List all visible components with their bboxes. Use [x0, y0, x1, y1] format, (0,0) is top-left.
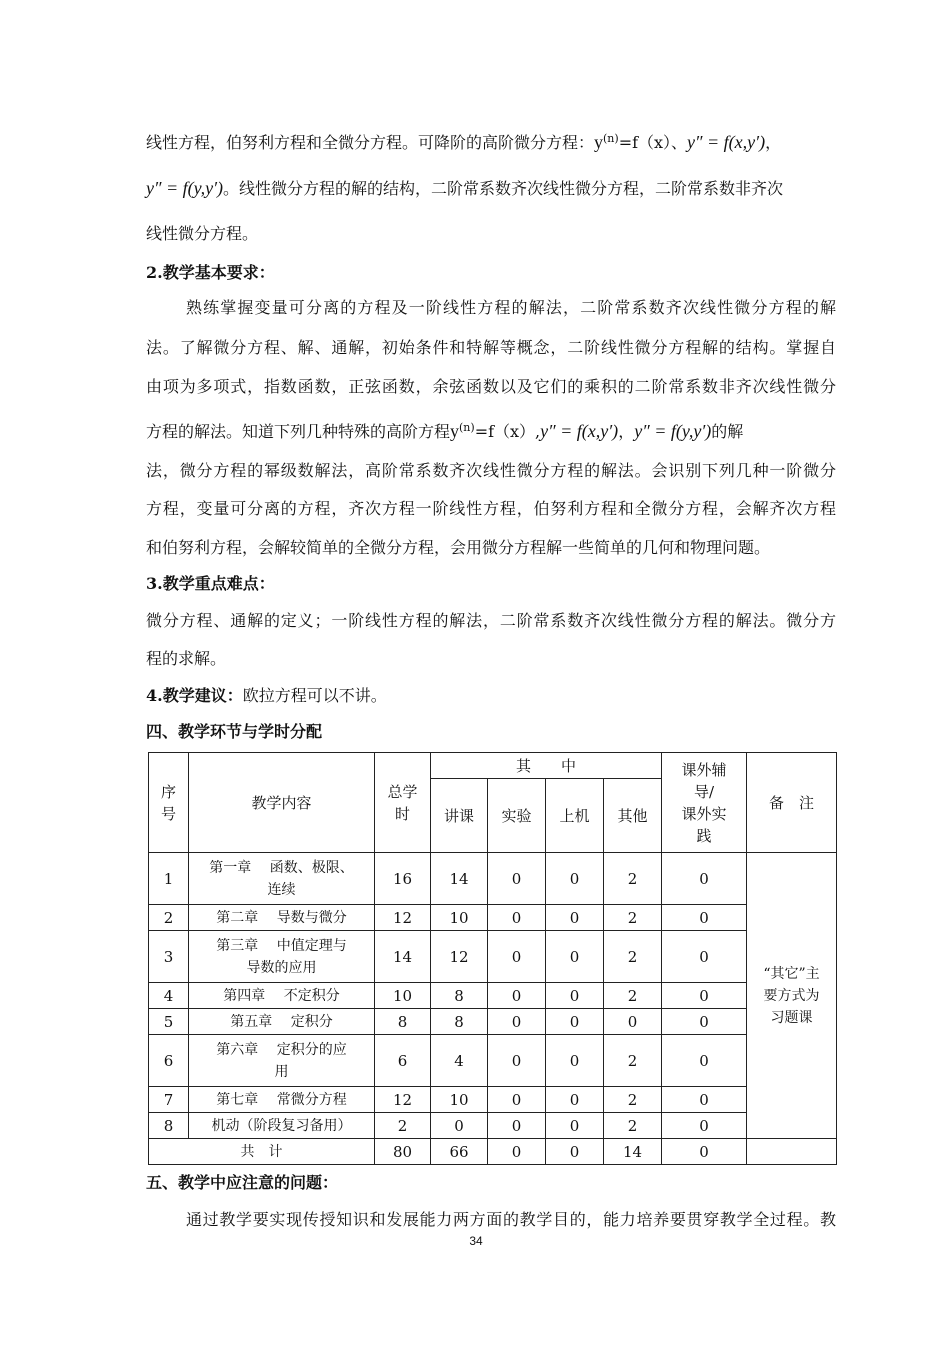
text-span: ，: [618, 422, 635, 441]
cell-content: 第五章 定积分: [189, 1009, 375, 1035]
section3-line2: 程的求解。: [146, 649, 227, 668]
cell-seq: 5: [149, 1009, 189, 1035]
cell-computer: 0: [546, 1087, 604, 1113]
cell-lab: 0: [488, 1113, 546, 1139]
cell-total-label: 共 计: [149, 1139, 375, 1165]
text-span: 方程的解法。知道下列几种特殊的高阶方程: [146, 422, 451, 441]
header-computer: 上机: [546, 779, 604, 853]
cell-seq: 2: [149, 905, 189, 931]
cell-total: 6: [375, 1035, 431, 1087]
header-total: 总学 时: [375, 753, 431, 853]
cell-lecture: 8: [431, 983, 488, 1009]
equation: y″ = f(x,y′): [687, 132, 766, 152]
table-total-row: [149, 1139, 837, 1165]
cell-seq: 7: [149, 1087, 189, 1113]
para1-line2: [146, 177, 836, 200]
cell-content: 机动（阶段复习备用）: [189, 1113, 375, 1139]
section-five-title: 五、教学中应注意的问题：: [146, 1173, 339, 1192]
cell-lab: 0: [488, 1009, 546, 1035]
cell-seq: 1: [149, 853, 189, 905]
table-header-row-1: [149, 753, 837, 779]
text-span: 。线性微分方程的解的结构，二阶常系数齐次线性微分方程，二阶常系数非齐次: [223, 179, 784, 198]
section-five-line1: 通过教学要实现传授知识和发展能力两方面的教学目的，能力培养要贯穿教学全过程。教: [186, 1210, 836, 1229]
cell-tutor: 0: [662, 1009, 747, 1035]
math-y: y: [594, 132, 604, 152]
cell-other: 2: [604, 931, 662, 983]
cell-lecture: 14: [431, 853, 488, 905]
header-lab: 实验: [488, 779, 546, 853]
section2-line4: [146, 417, 836, 443]
section2-line1: 熟练掌握变量可分离的方程及一阶线性方程的解法，二阶常系数齐次线性微分方程的解: [186, 298, 836, 317]
cell-content: 第一章 函数、极限、 连续: [189, 853, 375, 905]
section2-line7: 和伯努利方程，会解较简单的全微分方程，会用微分方程解一些简单的几何和物理问题。: [146, 538, 771, 557]
cell-seq: 6: [149, 1035, 189, 1087]
cell-content: 第七章 常微分方程: [189, 1087, 375, 1113]
text-span: 的解: [711, 422, 744, 441]
header-other: 其他: [604, 779, 662, 853]
cell-content: 第六章 定积分的应 用: [189, 1035, 375, 1087]
table-row: [149, 905, 837, 931]
cell-lecture: 4: [431, 1035, 488, 1087]
math-y: y: [450, 421, 460, 441]
cell-computer: 0: [546, 1139, 604, 1165]
table-row: [149, 1087, 837, 1113]
cell-computer: 0: [546, 1035, 604, 1087]
header-lecture: 讲课: [431, 779, 488, 853]
section2-line5: 法，微分方程的幂级数解法，高阶常系数齐次线性微分方程的解法。会识别下列几种一阶微分: [146, 461, 836, 480]
cell-lab: 0: [488, 1035, 546, 1087]
cell-lab: 0: [488, 853, 546, 905]
section2-line3: 由项为多项式，指数函数，正弦函数，余弦函数以及它们的乘积的二阶常系数非齐次线性微分: [146, 377, 836, 396]
cell-tutor: 0: [662, 1087, 747, 1113]
cell-other: 2: [604, 905, 662, 931]
cell-computer: 0: [546, 1009, 604, 1035]
math-superscript: (n): [459, 421, 475, 434]
para1-line1: [146, 128, 836, 154]
cell-other: 2: [604, 853, 662, 905]
text-span: =f（x）,: [474, 422, 541, 441]
cell-tutor: 0: [662, 853, 747, 905]
cell-empty-note: [747, 1139, 837, 1165]
cell-computer: 0: [546, 1113, 604, 1139]
cell-total: 12: [375, 1087, 431, 1113]
equation: y″ = f(x,y′): [540, 421, 619, 441]
cell-tutor: 0: [662, 1139, 747, 1165]
cell-other: 2: [604, 1035, 662, 1087]
cell-tutor: 0: [662, 983, 747, 1009]
section2-line2: 法。了解微分方程、解、通解，初始条件和特解等概念，二阶线性微分方程解的结构。掌握自: [146, 338, 836, 357]
table-row: [149, 853, 837, 905]
cell-tutor: 0: [662, 1113, 747, 1139]
table-row: [149, 1113, 837, 1139]
cell-tutor: 0: [662, 1035, 747, 1087]
cell-lecture: 8: [431, 1009, 488, 1035]
cell-lecture: 10: [431, 905, 488, 931]
table-row: [149, 931, 837, 983]
cell-computer: 0: [546, 905, 604, 931]
equation: y″ = f(y,y′): [634, 421, 712, 441]
cell-lab: 0: [488, 1087, 546, 1113]
cell-total: 16: [375, 853, 431, 905]
cell-computer: 0: [546, 853, 604, 905]
text-span: ，: [765, 133, 782, 152]
cell-total: 80: [375, 1139, 431, 1165]
cell-total: 2: [375, 1113, 431, 1139]
cell-tutor: 0: [662, 931, 747, 983]
header-tutor: 课外辅 导/ 课外实 践: [662, 753, 747, 853]
cell-lab: 0: [488, 983, 546, 1009]
section2-heading: 2.教学基本要求：: [146, 263, 275, 282]
section4-line: [146, 685, 836, 707]
table-row: [149, 1009, 837, 1035]
header-among: 其 中: [431, 753, 662, 779]
page-number: 34: [469, 1234, 483, 1248]
cell-total: 8: [375, 1009, 431, 1035]
teaching-hours-table: [148, 752, 837, 1165]
cell-tutor: 0: [662, 905, 747, 931]
cell-other: 0: [604, 1009, 662, 1035]
table-row: [149, 1035, 837, 1087]
cell-content: 第三章 中值定理与 导数的应用: [189, 931, 375, 983]
cell-total: 12: [375, 905, 431, 931]
cell-lecture: 66: [431, 1139, 488, 1165]
header-seq: 序 号: [149, 753, 189, 853]
math-superscript: (n): [603, 132, 619, 145]
cell-lab: 0: [488, 905, 546, 931]
cell-other: 2: [604, 983, 662, 1009]
section3-heading: 3.教学重点难点：: [146, 574, 275, 593]
cell-note: “其它”主 要方式为 习题课: [747, 853, 837, 1139]
text-span: =f（x）、: [618, 133, 688, 152]
cell-lecture: 10: [431, 1087, 488, 1113]
text-span: 线性方程，伯努利方程和全微分方程。可降阶的高阶微分方程：: [146, 133, 595, 152]
cell-content: 第四章 不定积分: [189, 983, 375, 1009]
cell-total: 14: [375, 931, 431, 983]
header-note: 备 注: [747, 753, 837, 853]
table-row: [149, 983, 837, 1009]
cell-seq: 8: [149, 1113, 189, 1139]
section3-line1: 微分方程、通解的定义；一阶线性方程的解法，二阶常系数齐次线性微分方程的解法。微分方: [146, 611, 836, 630]
cell-content: 第二章 导数与微分: [189, 905, 375, 931]
equation: y″ = f(y,y′): [146, 178, 224, 198]
cell-other: 2: [604, 1113, 662, 1139]
cell-total: 10: [375, 983, 431, 1009]
cell-other: 14: [604, 1139, 662, 1165]
para1-line3: 线性微分方程。: [146, 224, 259, 243]
section4-text: 欧拉方程可以不讲。: [242, 686, 387, 705]
cell-lecture: 0: [431, 1113, 488, 1139]
section4-heading: 4.教学建议：: [146, 686, 243, 705]
cell-computer: 0: [546, 931, 604, 983]
cell-seq: 4: [149, 983, 189, 1009]
cell-seq: 3: [149, 931, 189, 983]
cell-lab: 0: [488, 931, 546, 983]
cell-lecture: 12: [431, 931, 488, 983]
section2-line6: 方程，变量可分离的方程，齐次方程一阶线性方程，伯努利方程和全微分方程，会解齐次方程: [146, 499, 836, 518]
header-content: 教学内容: [189, 753, 375, 853]
cell-computer: 0: [546, 983, 604, 1009]
section-four-title: 四、教学环节与学时分配: [146, 722, 323, 741]
cell-lab: 0: [488, 1139, 546, 1165]
cell-other: 2: [604, 1087, 662, 1113]
